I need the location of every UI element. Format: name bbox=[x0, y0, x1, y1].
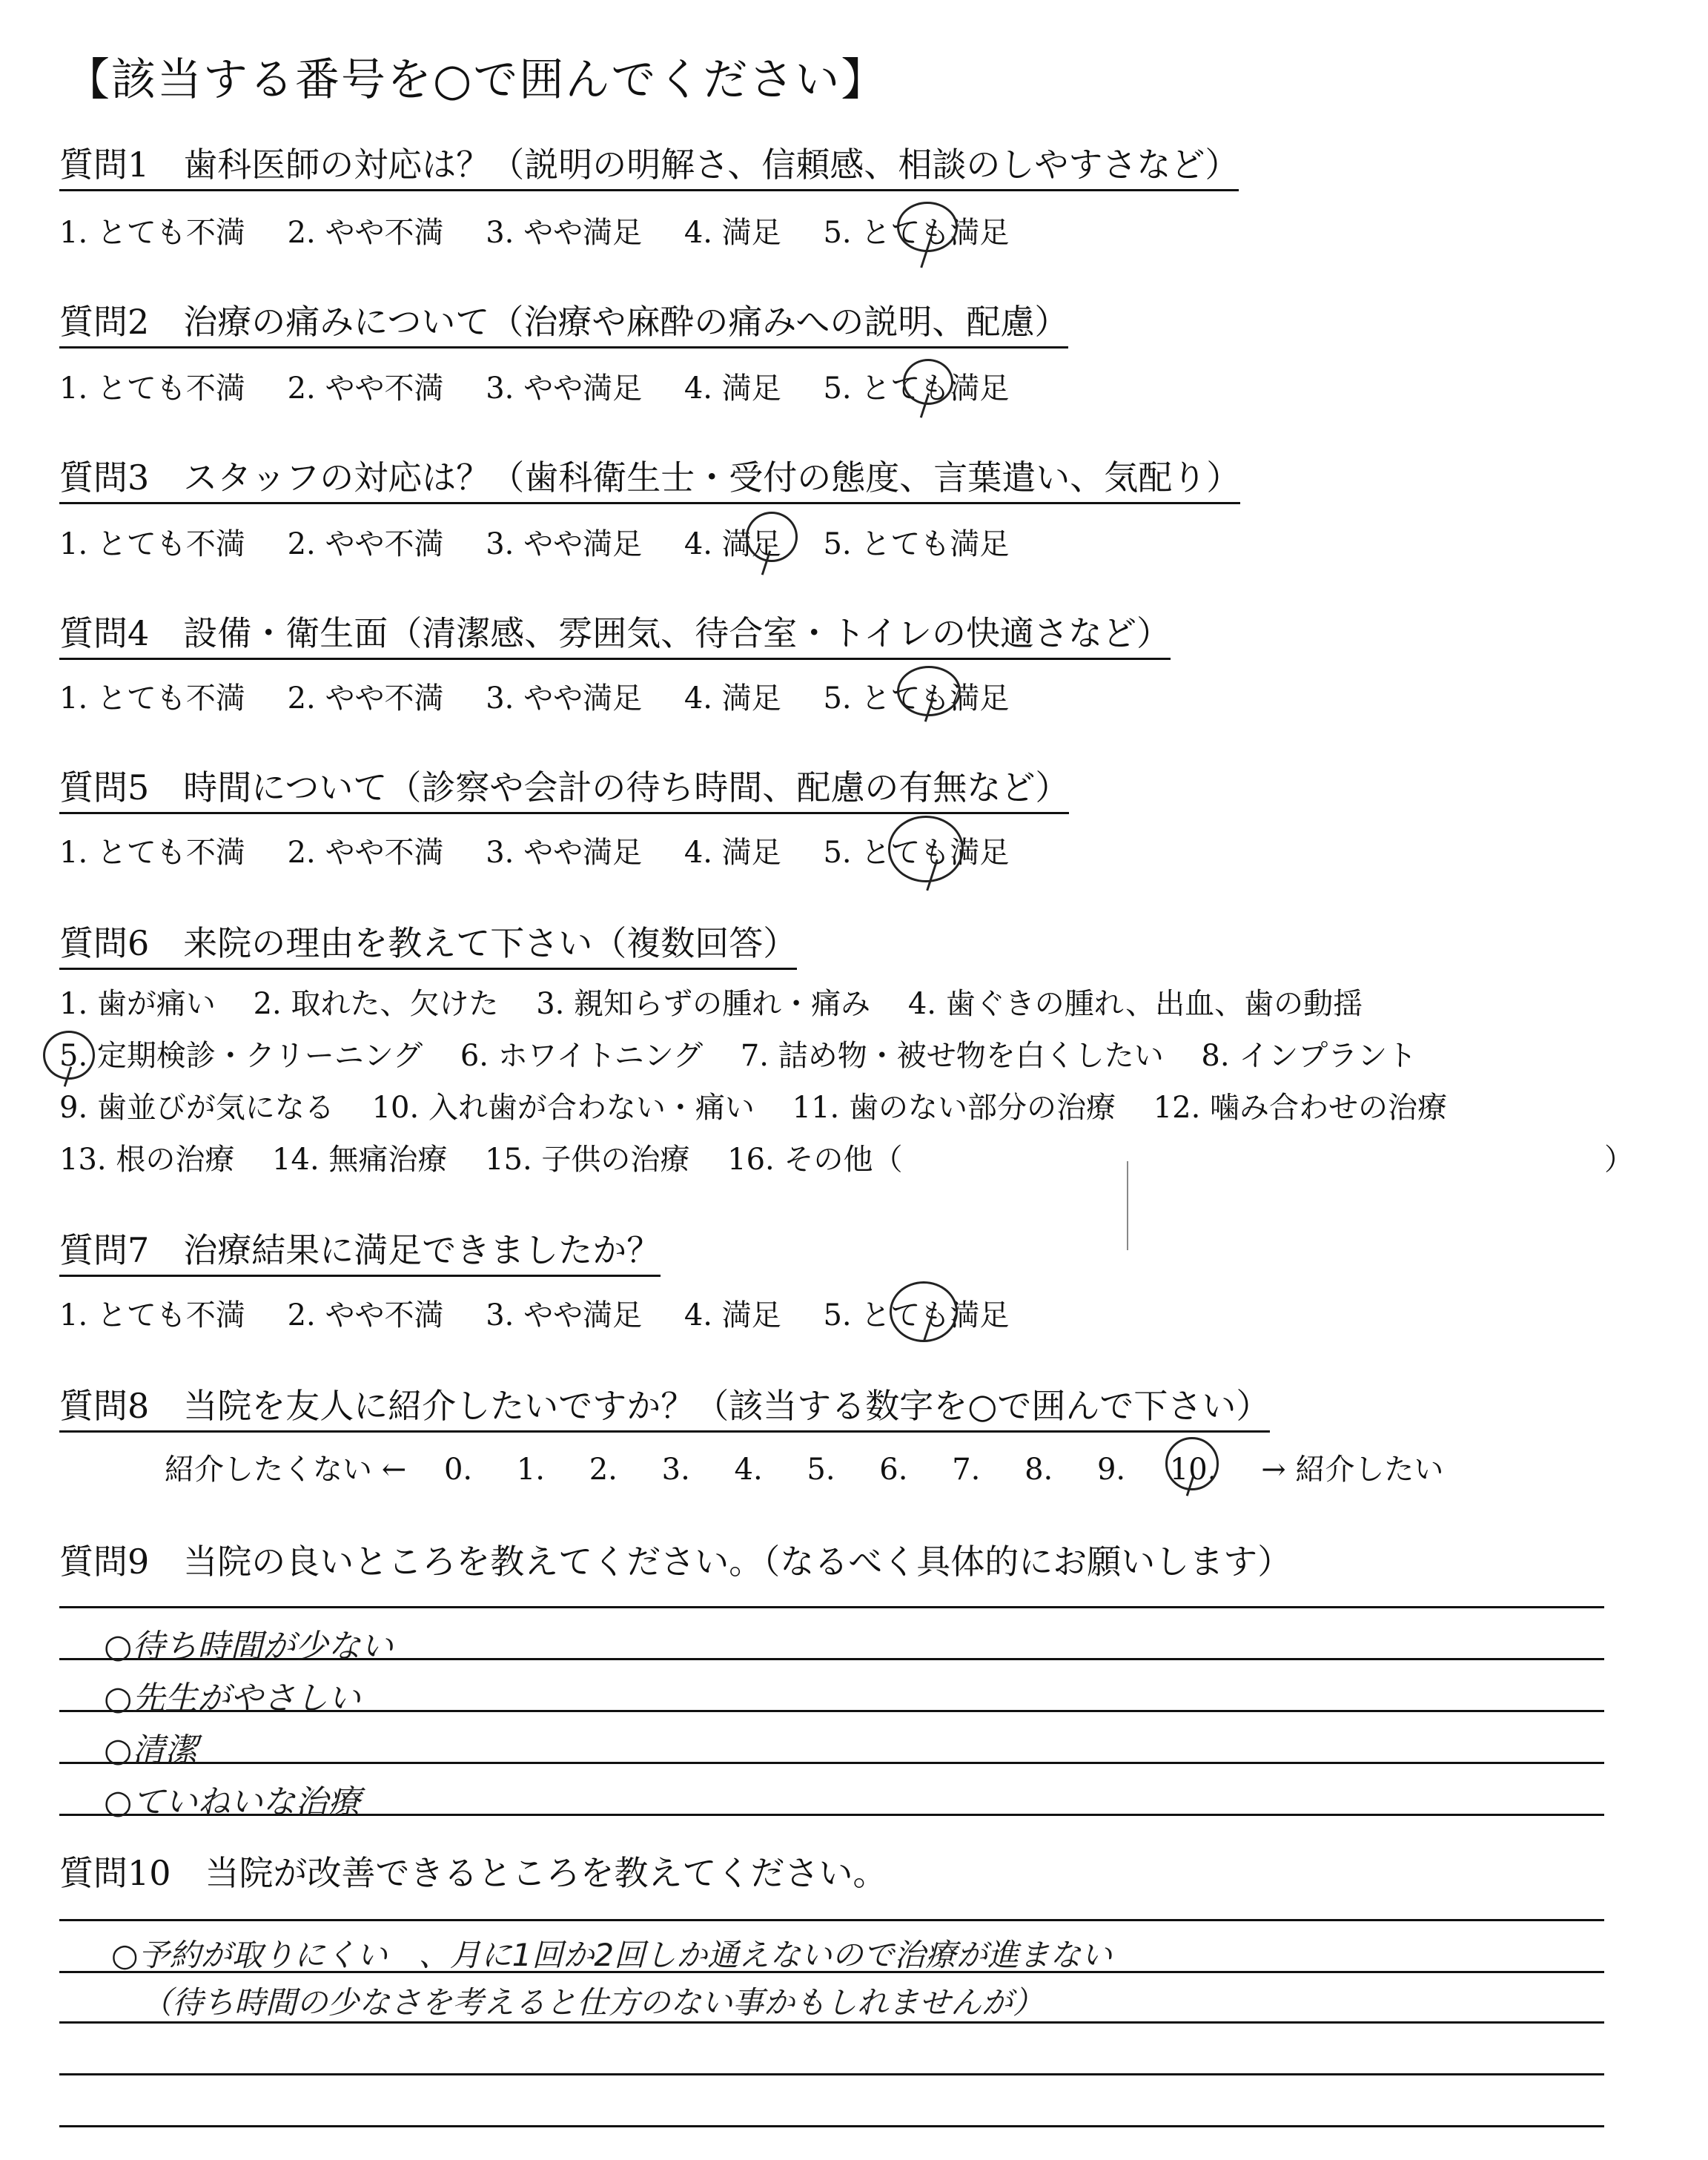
q10-answer-2: （待ち時間の少なさを考えると仕方のない事かもしれませんが） bbox=[141, 1984, 1045, 2021]
reason-4[interactable]: 4. 歯ぐきの腫れ、出血、歯の動揺 bbox=[907, 987, 1363, 1021]
reason-9[interactable]: 9. 歯並びが気になる bbox=[59, 1091, 334, 1125]
q9-answer-4: ○ていねいな治療 bbox=[104, 1783, 361, 1821]
q10-answer-line-1 bbox=[59, 1919, 1604, 1921]
reason-3[interactable]: 3. 親知らずの腫れ・痛み bbox=[536, 987, 871, 1021]
reason-7[interactable]: 7. 詰め物・被せ物を白くしたい bbox=[740, 1039, 1164, 1073]
q7-option-2[interactable]: 2. やや不満 bbox=[287, 1298, 444, 1332]
question-4-title: 質問4 設備・衛生面（清潔感、雰囲気、待合室・トイレの快適さなど） bbox=[59, 614, 1171, 660]
question-2-title: 質問2 治療の痛みについて（治療や麻酔の痛みへの説明、配慮） bbox=[59, 303, 1068, 349]
question-7-options bbox=[59, 1292, 1042, 1334]
question-8-title: 質問8 当院を友人に紹介したいですか？（該当する数字を○で囲んで下さい） bbox=[59, 1387, 1270, 1433]
reason-16[interactable]: 16. その他（ bbox=[727, 1143, 903, 1177]
q7-option-1[interactable]: 1. とても不満 bbox=[59, 1298, 245, 1332]
reason-8[interactable]: 8. インプラント bbox=[1201, 1039, 1417, 1073]
question-7-title: 質問7 治療結果に満足できましたか？ bbox=[59, 1231, 661, 1277]
reason-13[interactable]: 13. 根の治療 bbox=[59, 1143, 235, 1177]
reason-1[interactable]: 1. 歯が痛い bbox=[59, 987, 216, 1021]
q10-answer-line-5 bbox=[59, 2125, 1604, 2127]
question-5-title: 質問5 時間について（診察や会計の待ち時間、配慮の有無など） bbox=[59, 768, 1069, 814]
reason-16-close-paren: ） bbox=[1604, 1143, 1634, 1177]
q1-option-1[interactable]: 1. とても不満 bbox=[59, 216, 245, 250]
q5-option-4[interactable]: 4. 満足 bbox=[683, 836, 781, 870]
q3-option-4[interactable]: 4. 満足 bbox=[683, 527, 781, 561]
q2-option-3[interactable]: 3. やや満足 bbox=[486, 371, 643, 406]
q2-option-2[interactable]: 2. やや不満 bbox=[287, 371, 444, 406]
q4-option-4[interactable]: 4. 満足 bbox=[683, 681, 781, 716]
scale-0[interactable]: 0. bbox=[443, 1453, 473, 1487]
q5-option-3[interactable]: 3. やや満足 bbox=[486, 836, 643, 870]
scale-2[interactable]: 2. bbox=[589, 1453, 618, 1487]
scale-right-label: → 紹介したい bbox=[1261, 1453, 1444, 1487]
reasons-row-3 bbox=[59, 1084, 1475, 1126]
q1-option-2[interactable]: 2. やや不満 bbox=[287, 216, 444, 250]
question-2-options bbox=[59, 365, 1042, 407]
question-3-title: 質問3 スタッフの対応は？（歯科衛生士・受付の態度、言葉遣い、気配り） bbox=[59, 458, 1240, 504]
question-3-options bbox=[59, 521, 1042, 563]
scale-6[interactable]: 6. bbox=[879, 1453, 908, 1487]
q9-answer-2: ○先生がやさしい bbox=[104, 1680, 361, 1717]
q1-option-5[interactable]: 5. とても満足 bbox=[823, 216, 1010, 250]
scale-4[interactable]: 4. bbox=[734, 1453, 763, 1487]
page-title: 【該当する番号を○で囲んでください】 bbox=[65, 54, 887, 106]
q10-answer-1: ○予約が取りにくい 、月に1回か2回しか通えないので治療が進まない bbox=[111, 1937, 1113, 1973]
q7-option-4[interactable]: 4. 満足 bbox=[683, 1298, 781, 1332]
reason-10[interactable]: 10. 入れ歯が合わない・痛い bbox=[371, 1091, 755, 1125]
stray-pen-mark bbox=[1127, 1161, 1128, 1250]
q3-option-3[interactable]: 3. やや満足 bbox=[486, 527, 643, 561]
reason-15[interactable]: 15. 子供の治療 bbox=[485, 1143, 690, 1177]
q1-option-4[interactable]: 4. 満足 bbox=[683, 216, 781, 250]
q3-option-5[interactable]: 5. とても満足 bbox=[823, 527, 1010, 561]
q9-answer-1: ○待ち時間が少ない bbox=[104, 1628, 394, 1665]
q2-option-5[interactable]: 5. とても満足 bbox=[823, 371, 1010, 406]
q3-option-2[interactable]: 2. やや不満 bbox=[287, 527, 444, 561]
reasons-row-2 bbox=[59, 1032, 1445, 1074]
reason-6[interactable]: 6. ホワイトニング bbox=[460, 1039, 704, 1073]
q4-option-5[interactable]: 5. とても満足 bbox=[823, 681, 1010, 716]
scale-7[interactable]: 7. bbox=[952, 1453, 981, 1487]
scale-5[interactable]: 5. bbox=[807, 1453, 835, 1487]
question-9-title: 質問9 当院の良いところを教えてください。（なるべく具体的にお願いします） bbox=[59, 1542, 1292, 1582]
scale-10[interactable]: 10. bbox=[1169, 1453, 1217, 1487]
reason-5[interactable]: 5. 定期検診・クリーニング bbox=[59, 1039, 423, 1073]
scale-9[interactable]: 9. bbox=[1096, 1453, 1126, 1487]
q1-option-3[interactable]: 3. やや満足 bbox=[486, 216, 643, 250]
scale-3[interactable]: 3. bbox=[661, 1453, 690, 1487]
q9-answer-line-4 bbox=[59, 1762, 1604, 1764]
scale-8[interactable]: 8. bbox=[1025, 1453, 1053, 1487]
q5-option-2[interactable]: 2. やや不満 bbox=[287, 836, 444, 870]
q7-option-5[interactable]: 5. とても満足 bbox=[823, 1298, 1010, 1332]
q10-answer-line-4 bbox=[59, 2073, 1604, 2075]
q3-option-1[interactable]: 1. とても不満 bbox=[59, 527, 245, 561]
reasons-row-1 bbox=[59, 980, 1391, 1023]
reason-12[interactable]: 12. 噛み合わせの治療 bbox=[1153, 1091, 1448, 1125]
question-8-scale bbox=[165, 1446, 1472, 1488]
reason-11[interactable]: 11. 歯のない部分の治療 bbox=[792, 1091, 1116, 1125]
q7-option-3[interactable]: 3. やや満足 bbox=[486, 1298, 643, 1332]
q9-answer-line-1 bbox=[59, 1606, 1604, 1608]
scale-left-label: 紹介したくない ← bbox=[165, 1453, 407, 1487]
q4-option-2[interactable]: 2. やや不満 bbox=[287, 681, 444, 716]
question-10-title: 質問10 当院が改善できるところを教えてください。 bbox=[59, 1853, 887, 1893]
q2-option-1[interactable]: 1. とても不満 bbox=[59, 371, 245, 406]
q4-option-1[interactable]: 1. とても不満 bbox=[59, 681, 245, 716]
q4-option-3[interactable]: 3. やや満足 bbox=[486, 681, 643, 716]
question-6-title: 質問6 来院の理由を教えて下さい（複数回答） bbox=[59, 924, 797, 970]
question-1-options bbox=[59, 209, 1042, 251]
question-5-options bbox=[59, 829, 1042, 871]
q9-answer-3: ○清潔 bbox=[104, 1731, 198, 1769]
question-4-options bbox=[59, 675, 1042, 717]
reasons-row-4 bbox=[59, 1136, 930, 1178]
q5-option-5[interactable]: 5. とても満足 bbox=[823, 836, 1010, 870]
reason-2[interactable]: 2. 取れた、欠けた bbox=[253, 987, 499, 1021]
question-1-title: 質問1 歯科医師の対応は？（説明の明解さ、信頼感、相談のしやすさなど） bbox=[59, 145, 1239, 191]
q2-option-4[interactable]: 4. 満足 bbox=[683, 371, 781, 406]
scale-1[interactable]: 1. bbox=[516, 1453, 546, 1487]
reason-14[interactable]: 14. 無痛治療 bbox=[272, 1143, 448, 1177]
q5-option-1[interactable]: 1. とても不満 bbox=[59, 836, 245, 870]
